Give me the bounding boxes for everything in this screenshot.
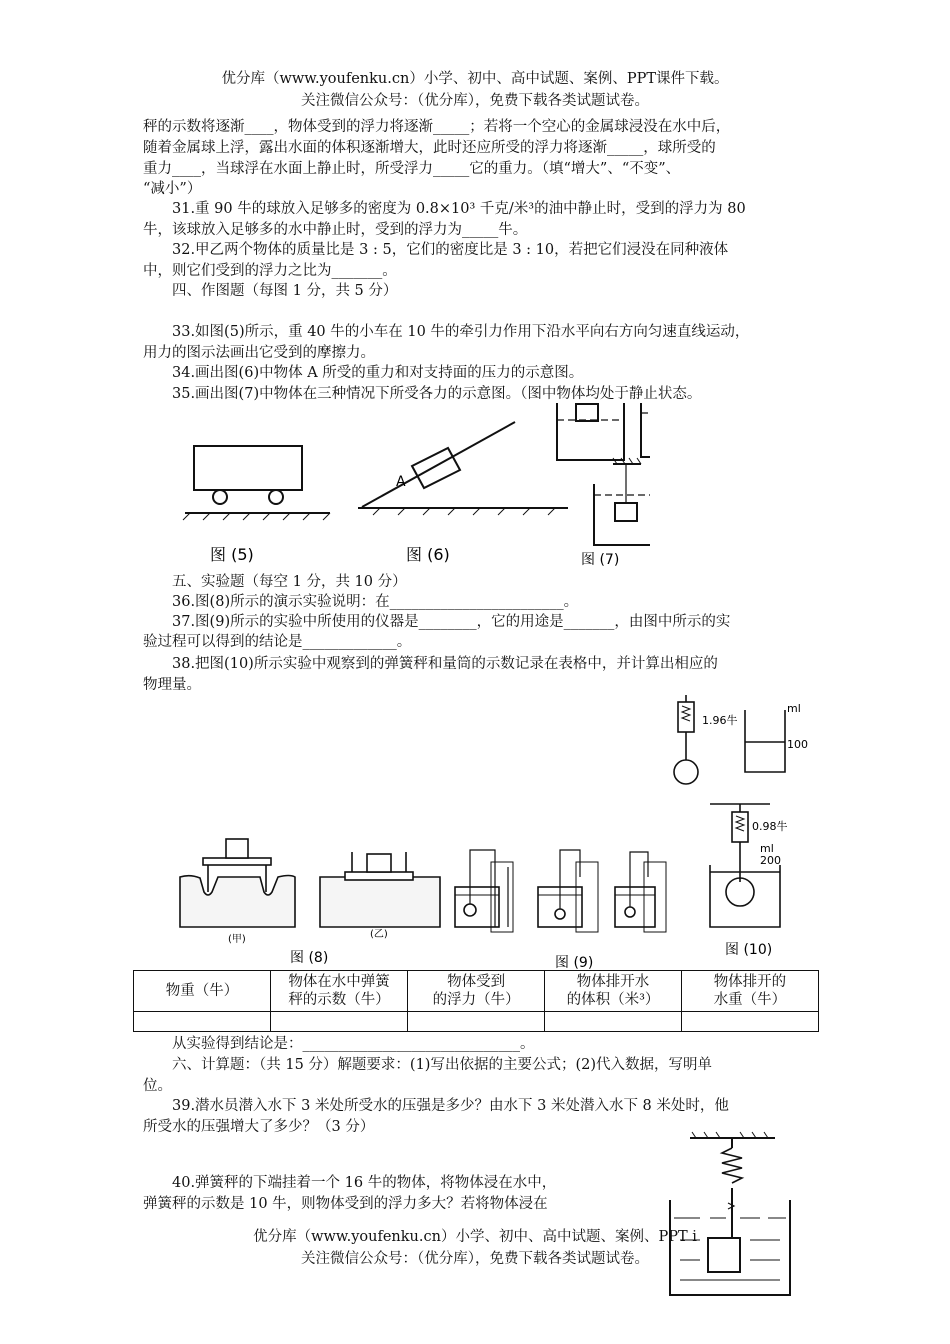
cell-displaced-volume[interactable] (545, 1012, 682, 1032)
q36-text: 36.图(8)所示的演示实验说明：在________________________。 (172, 594, 579, 610)
label-a: A (396, 474, 406, 490)
sand-tray-yi (320, 877, 440, 927)
figures-5-6-7 (180, 400, 650, 572)
cylinder-reading-1: 100 (787, 738, 808, 751)
footer-line-1: 优分库（www.youfenku.cn）小学、初中、高中试题、案例、PPT i (253, 1229, 697, 1245)
q32-line-2: 中，则它们受到的浮力之比为_______。 (143, 263, 397, 279)
fig8-caption: 图 (8) (290, 950, 329, 966)
spring (722, 1148, 742, 1183)
weight-jia (226, 839, 248, 858)
beaker-1 (557, 403, 624, 460)
fig9-caption: 图 (9) (555, 955, 594, 970)
fig10-caption: 图 (10) (725, 942, 773, 958)
header-weight: 物重（牛） (134, 971, 271, 1012)
q30-line-1: 秤的示数将逐渐____，物体受到的浮力将逐渐_____；若将一个空心的金属球浸没在水中后， (143, 119, 731, 135)
footer-line-2: 关注微信公众号：（优分库），免费下载各类试题试卷。 (301, 1251, 649, 1267)
fig5-caption: 图 (5) (210, 545, 254, 564)
q39-line-2: 所受水的压强增大了多少？（3 分） (143, 1119, 375, 1135)
q40-line-2: 弹簧秤的示数是 10 牛，则物体受到的浮力多大？若将物体浸在 (143, 1196, 548, 1212)
q37-line-2: 验过程可以得到的结论是_____________。 (143, 634, 412, 650)
cylinder-unit-2: ml (760, 842, 774, 855)
beaker-2 (641, 403, 650, 457)
q35-text: 35.画出图(7)中物体在三种情况下所受各力的示意图。（图中物体均处于静止状态。 (172, 386, 702, 402)
conclusion-text: 从实验得到结论是：______________________________。 (172, 1036, 535, 1052)
label-jia: (甲) (228, 934, 246, 945)
beaker-9-3 (615, 887, 655, 927)
q30-line-2: 随着金属球上浮，露出水面的体积逐渐增大，此时还应所受的浮力将逐渐_____，球所受的 (143, 140, 716, 156)
fig6-caption: 图 (6) (406, 545, 450, 564)
q33-line-2: 用力的图示法画出它受到的摩擦力。 (143, 345, 375, 361)
sand-tray-jia (180, 876, 295, 928)
q40-figure (660, 1130, 800, 1300)
cylinder-1 (745, 710, 785, 772)
incline-slope (362, 422, 515, 507)
q34-text: 34.画出图(6)中物体 A 所受的重力和对支持面的压力的示意图。 (172, 365, 584, 381)
cell-displaced-weight[interactable] (681, 1012, 818, 1032)
cylinder-reading-2: 200 (760, 854, 781, 867)
q38-line-2: 物理量。 (143, 677, 201, 693)
cell-weight[interactable] (134, 1012, 271, 1032)
beaker-9-1 (455, 887, 499, 927)
cell-scale-in-water[interactable] (271, 1012, 408, 1032)
beaker-3 (594, 484, 650, 545)
hanging-block (615, 503, 637, 521)
section-5-heading: 五、实验题（每空 1 分，共 10 分） (172, 574, 407, 590)
header-scale-in-water: 物体在水中弹簧 秤的示数（牛） (271, 971, 408, 1012)
spring-reading-1: 1.96牛 (702, 714, 738, 727)
header-displaced-weight: 物体排开的 水重（牛） (681, 971, 818, 1012)
spring-reading-2: 0.98牛 (752, 820, 788, 833)
fig7-caption: 图 (7) (581, 552, 620, 568)
q32-line-1: 32.甲乙两个物体的质量比是 3 : 5，它们的密度比是 3 : 10，若把它们浸没在同种液体 (172, 242, 729, 258)
cart-wheel-left (213, 490, 227, 504)
cylinder-2 (710, 865, 780, 927)
u-tube-1 (495, 867, 508, 927)
table-top-jia (203, 858, 271, 865)
q30-line-3: 重力____，当球浮在水面上静止时，所受浮力_____它的重力。（填“增大”、“不变”、 (143, 161, 681, 177)
q38-line-1: 38.把图(10)所示实验中观察到的弹簧秤和量筒的示数记录在表格中，并计算出相应的 (172, 656, 718, 672)
ball-1 (674, 760, 698, 784)
header-displaced-volume: 物体排开水 的体积（米³） (545, 971, 682, 1012)
section-6-line-1: 六、计算题：（共 15 分）解题要求：(1)写出依据的主要公式；(2)代入数据，写明单 (172, 1057, 712, 1073)
section-6-line-2: 位。 (143, 1078, 172, 1094)
label-yi: (乙) (370, 929, 388, 940)
u-tube-2 (576, 862, 598, 932)
cart-body (194, 446, 302, 490)
q37-line-1: 37.图(9)所示的实验中所使用的仪器是________，它的用途是_______，由图中所示的实 (172, 614, 731, 630)
header-line-1: 优分库（www.youfenku.cn）小学、初中、高中试题、案例、PPT课件下载。 (221, 71, 729, 87)
float-block (576, 404, 598, 421)
ball-2 (726, 878, 754, 906)
cell-buoyancy[interactable] (408, 1012, 545, 1032)
weight-yi (367, 854, 391, 872)
q30-line-4: “减小”） (143, 181, 202, 197)
q31-line-2: 牛，该球放入足够多的水中静止时，受到的浮力为_____牛。 (143, 222, 528, 238)
table-top-yi (345, 872, 413, 880)
block-a (412, 448, 460, 488)
cylinder-unit-1: ml (787, 702, 801, 715)
cart-wheel-right (269, 490, 283, 504)
figures-8-9-10 (170, 692, 820, 970)
header-line-2: 关注微信公众号：（优分库），免费下载各类试题试卷。 (301, 93, 649, 109)
q33-line-1: 33.如图(5)所示，重 40 牛的小车在 10 牛的牵引力作用下沿水平向右方向匀速直线运动， (172, 324, 750, 340)
header-buoyancy: 物体受到 的浮力（牛） (408, 971, 545, 1012)
q40-line-1: 40.弹簧秤的下端挂着一个 16 牛的物体，将物体浸在水中， (172, 1175, 557, 1191)
q31-line-1: 31.重 90 牛的球放入足够多的密度为 0.8×10³ 千克/米³的油中静止时，受到的浮力为 80 (172, 201, 746, 217)
q39-line-1: 39.潜水员潜入水下 3 米处所受水的压强是多少？由水下 3 米处潜入水下 8 米处时，他 (172, 1098, 729, 1114)
record-table (133, 970, 819, 1032)
section-4-heading: 四、作图题（每图 1 分，共 5 分） (172, 283, 398, 299)
